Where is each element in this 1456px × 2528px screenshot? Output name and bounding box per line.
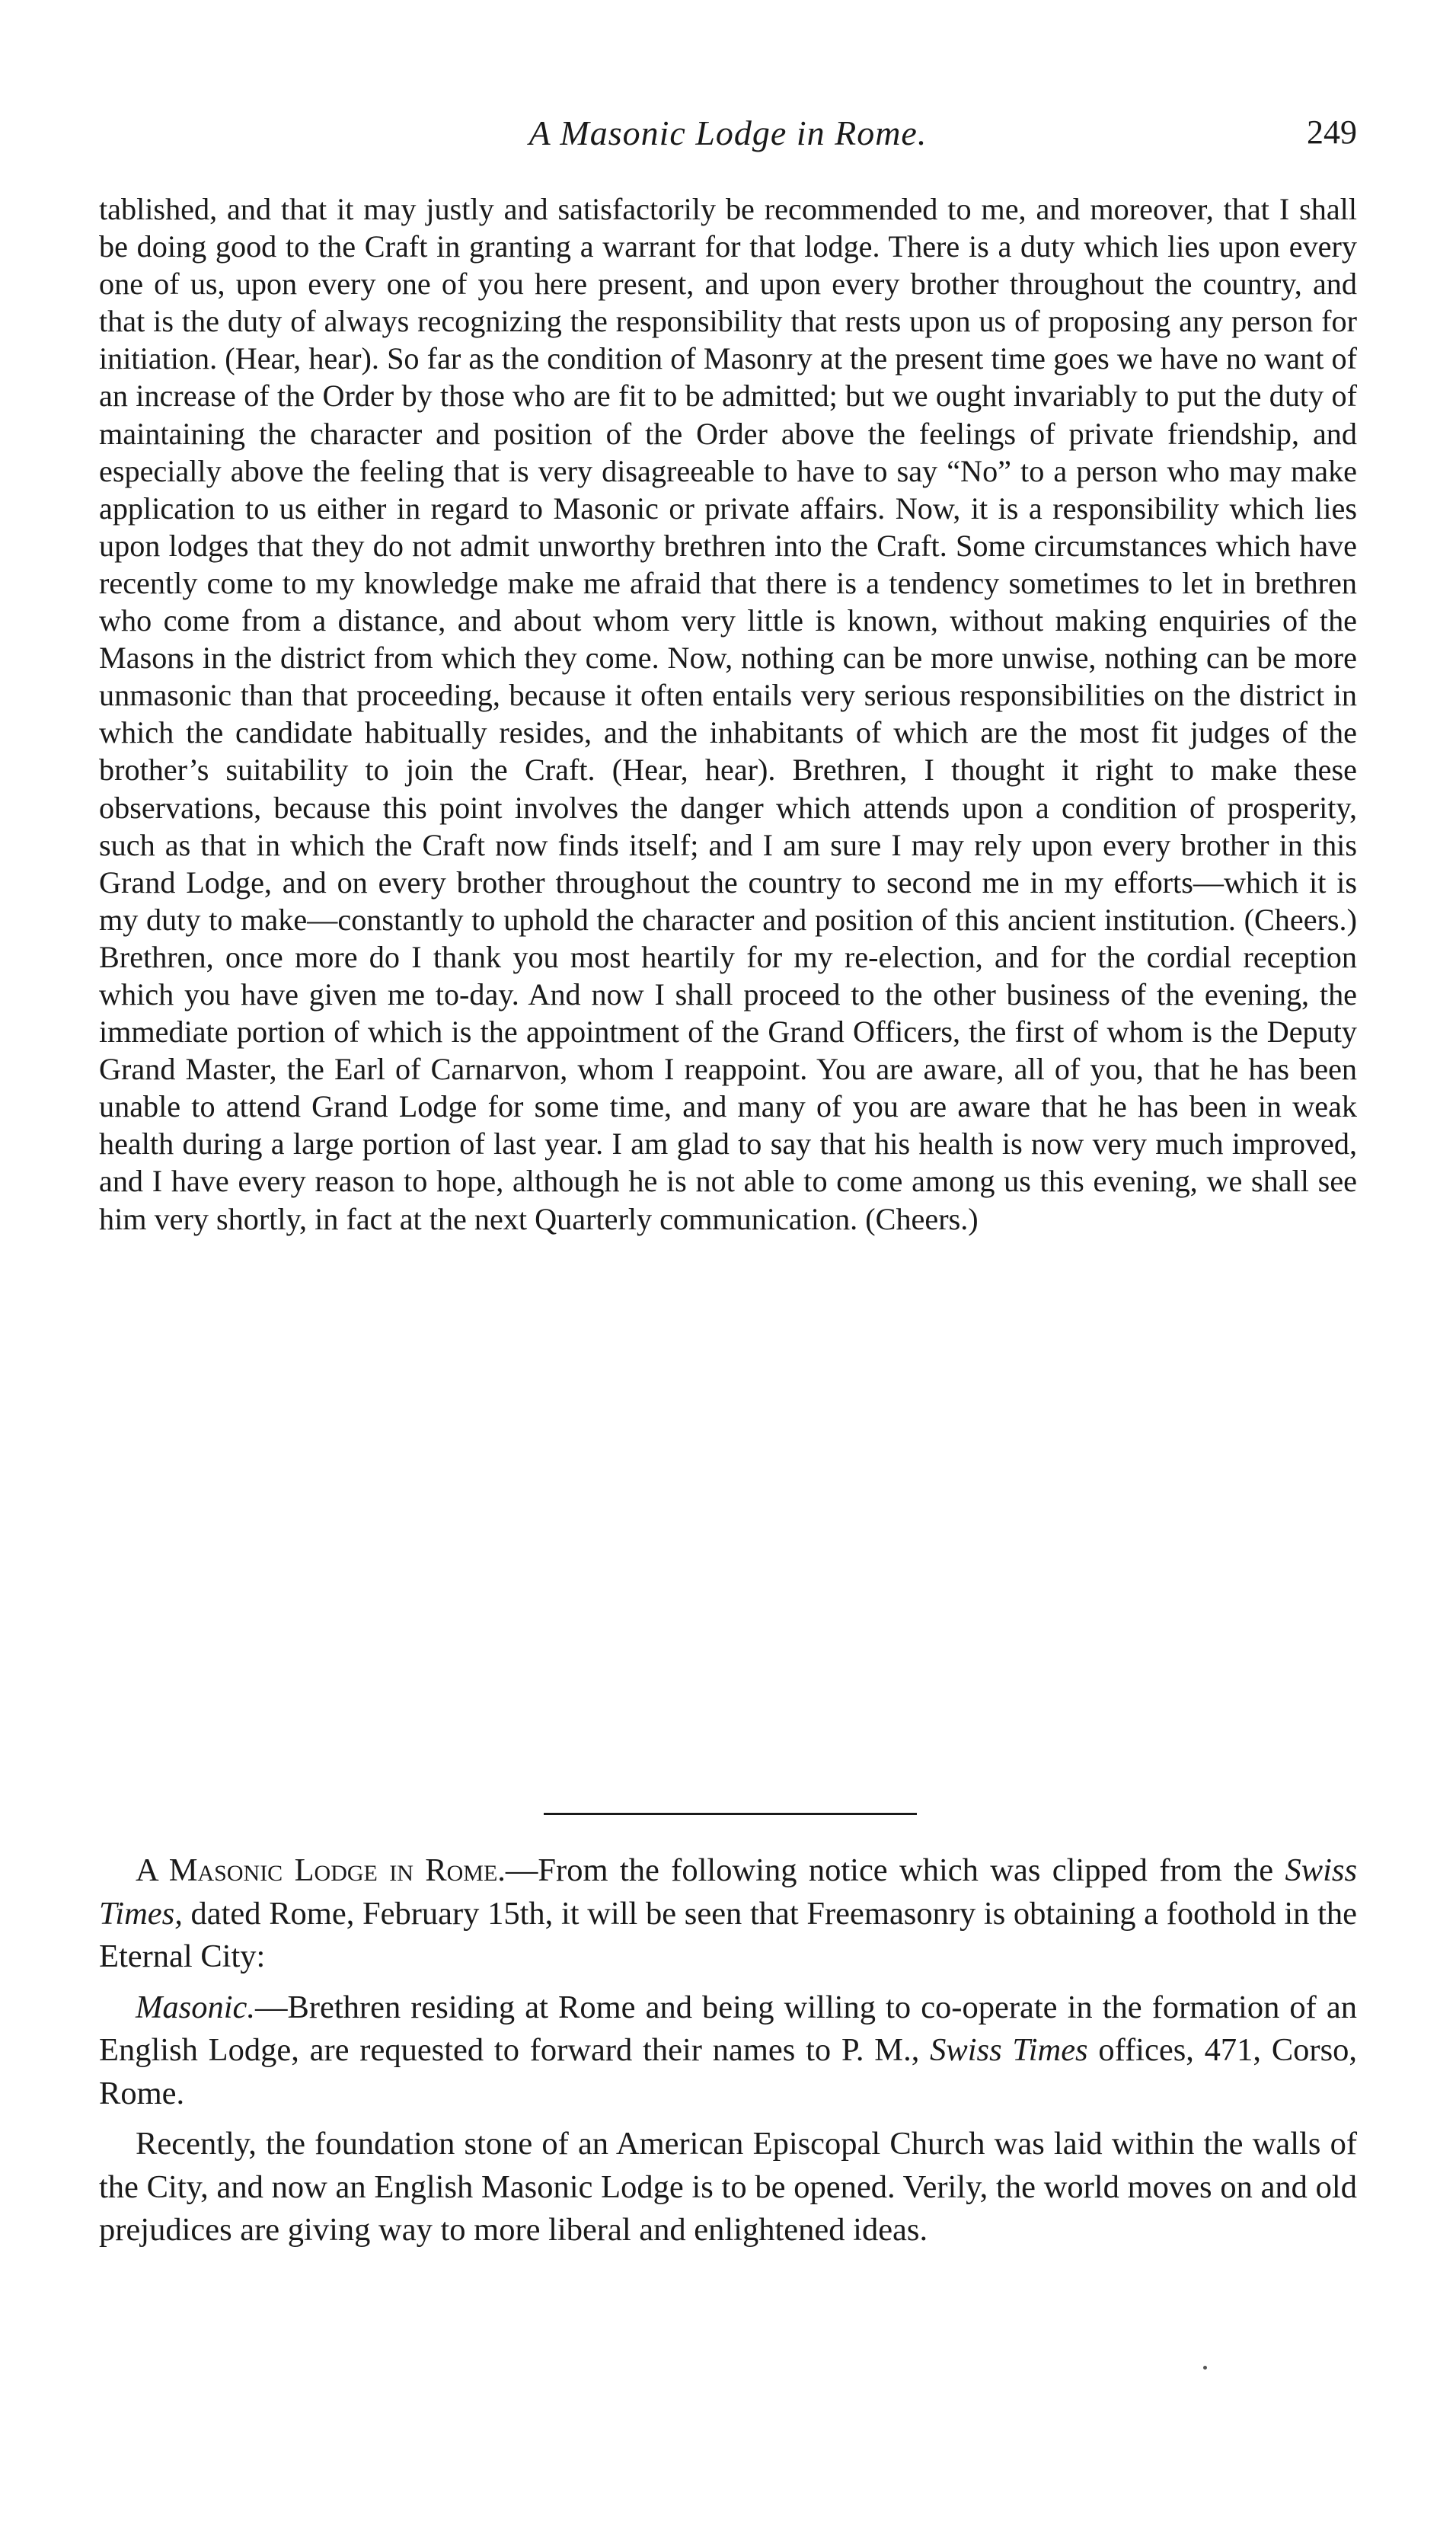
notice-paragraph	[99, 1986, 1357, 2116]
print-speck	[1203, 2366, 1207, 2370]
notice-text: —Brethren residing at Rome and being willing to co-operate in the formation of an English Lodge, are requested to forward their names to P. M.,	[99, 1989, 1357, 2068]
page-header	[99, 113, 1357, 166]
article-intro-text: —From the following notice which was clipped from the	[505, 1852, 1285, 1888]
article-intro-paragraph	[99, 1849, 1357, 1979]
closing-paragraph: Recently, the foundation stone of an American Episcopal Church was laid within the walls of the City, and now an English Masonic Lodge is to be opened. Verily, the world moves on and old prejudices are giving way to more liberal and enlightened ideas.	[99, 2126, 1357, 2248]
notice-rest: offices, 471, Corso, Rome.	[99, 2032, 1357, 2111]
article-intro-rest: dated Rome, February 15th, it will be seen that Freemasonry is obtaining a foothold in the Eternal City:	[99, 1895, 1357, 1974]
article-masonic-lodge-rome	[99, 1849, 1357, 2252]
speech-paragraph: tablished, and that it may justly and satisfactorily be recommended to me, and moreover, that I shall be doing good to the Craft in granting a warrant for that lodge. There is a duty which lies upon every one of us, upon every one of you here present, and upon every brother throughout the country, and that is the duty of always recognizing the responsibility that rests upon us of proposing any person for initiation. (Hear, hear). So far as the condition of Masonry at the present time goes we have no want of an increase of the Order by those who are fit to be admitted; but we ought invariably to put the duty of maintaining the character and position of the Order above the feelings of private friendship, and especially above the feeling that is very disagreeable to have to say “No” to a person who may make application to us either in regard to Masonic or private affairs. Now, it is a responsibility which lies upon lodges that they do not admit unworthy brethren into the Craft. Some circumstances which have recently come to my knowledge make me afraid that there is a tendency sometimes to let in brethren who come from a distance, and about whom very little is known, without making enquiries of the Masons in the district from which they come. Now, nothing can be more unwise, nothing can be more unmasonic than that proceeding, because it often entails very serious responsibilities on the district in which the candidate habitually resides, and the inhabitants of which are the most fit judges of the brother’s suitability to join the Craft. (Hear, hear). Brethren, I thought it right to make these observations, because this point involves the danger which attends upon a condition of prosperity, such as that in which the Craft now finds itself; and I am sure I may rely upon every brother in this Grand Lodge, and on every brother throughout the country to second me in my efforts—which it is my duty to make—constantly to uphold the character and position of this ancient institution. (Cheers.) Brethren, once more do I thank you most heartily for my re-election, and for the cordial reception which you have given me to-day. And now I shall proceed to the other business of the evening, the immediate portion of which is the appointment of the Grand Officers, the first of whom is the Deputy Grand Master, the Earl of Carnarvon, whom I reappoint. You are aware, all of you, that he has been unable to attend Grand Lodge for some time, and many of you are aware that he has been in weak health during a large portion of last year. I am glad to say that his health is now very much improved, and I have every reason to hope, although he is not able to come among us this evening, we shall see him very shortly, in fact at the next Quarterly communication. (Cheers.)	[99, 192, 1357, 1236]
page-number: 249	[1307, 113, 1357, 151]
notice-label: Masonic.	[136, 1989, 255, 2025]
newspaper-name: Swiss Times,	[99, 1852, 1358, 1932]
article-heading: A Masonic Lodge in Rome.	[136, 1852, 506, 1888]
running-title: A Masonic Lodge in Rome.	[528, 113, 928, 152]
speech-continuation	[99, 190, 1357, 1238]
notice-newspaper: Swiss Times	[930, 2032, 1088, 2068]
section-divider	[544, 1813, 917, 1815]
